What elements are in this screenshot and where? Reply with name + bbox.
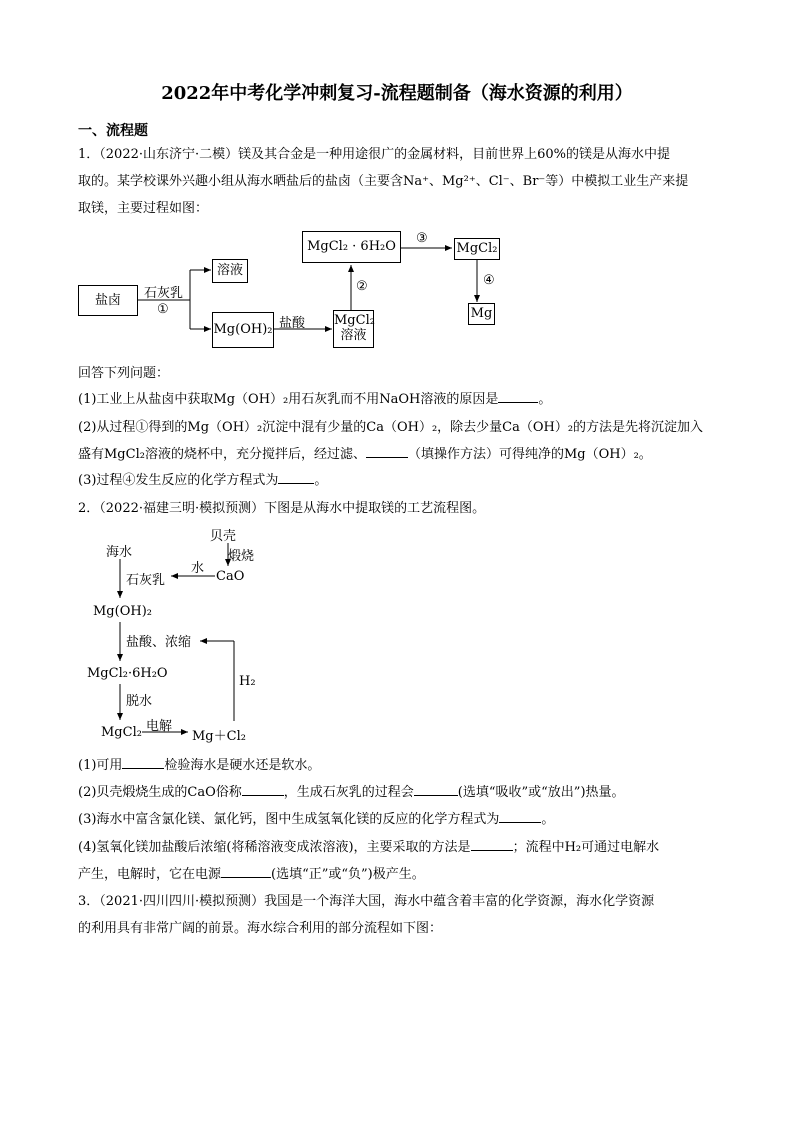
page-title: 2022年中考化学冲刺复习-流程题制备（海水资源的利用） <box>161 83 633 104</box>
seawater-label: 海水 <box>106 545 133 560</box>
answer-blank[interactable] <box>414 783 458 796</box>
q2-part3 <box>78 810 554 830</box>
mgcl2-solution-line2: 溶液 <box>340 328 367 343</box>
q1-stem-line1: 1．（2022·山东济宁·二模）镁及其合金是一种用途很广的金属材料，目前世界上60%的镁是从海水中提 <box>78 147 671 162</box>
q2-part4-text2: 产生，电解时，它在电源 <box>78 867 222 882</box>
mgcl2-box: MgCl₂ <box>454 238 500 260</box>
mg-box: Mg <box>468 303 495 325</box>
mgcl2-label: MgCl₂ <box>101 725 142 740</box>
q3-stem-line1: 3．（2021·四川四川·模拟预测）我国是一个海洋大国，海水中蕴含着丰富的化学资源，海水化学资源 <box>78 894 655 909</box>
q2-stem: 2．（2022·福建三明·模拟预测）下图是从海水中提取镁的工艺流程图。 <box>78 501 486 516</box>
q1-part3-end: 。 <box>314 473 328 488</box>
q2-part1-text: (1)可用 <box>78 758 123 773</box>
q2-part3-text: (3)海水中富含氯化镁、氯化钙，图中生成氢氧化镁的反应的化学方程式为 <box>78 812 500 827</box>
answer-blank[interactable] <box>499 810 541 823</box>
q2-part3-end: 。 <box>541 812 555 827</box>
q2-part1-end: 检验海水是硬水还是软水。 <box>164 758 321 773</box>
mg-hydroxide-label: Mg(OH)₂ <box>93 604 152 619</box>
shell-label: 贝壳 <box>210 529 237 544</box>
cao-label: CaO <box>216 569 245 584</box>
q1-part2-text: 盛有MgCl₂溶液的烧杯中，充分搅拌后，经过滤、 <box>78 447 366 462</box>
q1-stem-line2: 取的。某学校课外兴趣小组从海水晒盐后的盐卤（主要含Na⁺、Mg²⁺、Cl⁻、Br⁻等）中模拟工业生产来提 <box>78 174 689 189</box>
q1-stem-line3: 取镁，主要过程如图： <box>78 201 209 216</box>
q2-part2 <box>78 783 625 803</box>
q1-part1-text: (1)工业上从盐卤中获取Mg（OH）₂用石灰乳而不用NaOH溶液的原因是 <box>78 392 499 407</box>
hydrate-label: MgCl₂·6H₂O <box>87 666 168 681</box>
q2-part2-end: (选填“吸收”或“放出”)热量。 <box>457 785 625 800</box>
q2-part4-mid: ；流程中H₂可通过电解水 <box>512 840 660 855</box>
mg-hydroxide-box: Mg(OH)₂ <box>212 312 274 348</box>
q2-part1 <box>78 756 320 776</box>
step4-label: ④ <box>483 273 495 288</box>
answer-blank[interactable] <box>471 838 513 851</box>
hydrate-box: MgCl₂ · 6H₂O <box>302 231 401 263</box>
solution-box: 溶液 <box>212 259 248 283</box>
calcine-label: 煅烧 <box>228 549 255 564</box>
section-heading: 一、流程题 <box>78 123 148 139</box>
q2-part4-line1 <box>78 838 659 858</box>
hcl-label: 盐酸 <box>279 316 306 331</box>
q1-part3-text: (3)过程④发生反应的化学方程式为 <box>78 473 279 488</box>
q1-part1-end: 。 <box>538 392 552 407</box>
answer-blank[interactable] <box>221 865 271 878</box>
q1-part2-line1: (2)从过程①得到的Mg（OH）₂沉淀中混有少量的Ca（OH）₂，除去少量Ca（OH）₂的方法是先将沉淀加入 <box>78 420 704 435</box>
q2-part4-line2 <box>78 865 425 885</box>
mgcl2-solution-line1: MgCl₂ <box>334 313 375 328</box>
q2-part2-text: (2)贝壳煅烧生成的CaO俗称 <box>78 785 242 800</box>
answer-blank[interactable] <box>122 756 164 769</box>
q1-prompt: 回答下列问题： <box>78 366 170 381</box>
step1-label: ① <box>157 302 169 317</box>
lime-milk-label: 石灰乳 <box>144 286 184 301</box>
lime-milk-label: 石灰乳 <box>126 573 166 588</box>
dehydrate-label: 脱水 <box>126 694 153 709</box>
step2-label: ② <box>356 279 368 294</box>
brine-box: 盐卤 <box>78 285 138 316</box>
hcl-concentrate-label: 盐酸、浓缩 <box>126 635 192 650</box>
h2-label: H₂ <box>239 674 256 689</box>
q3-stem-line2: 的利用具有非常广阔的前景。海水综合利用的部分流程如下图： <box>78 921 443 936</box>
q2-part4-text: (4)氢氧化镁加盐酸后浓缩(将稀溶液变成浓溶液)，主要采取的方法是 <box>78 840 471 855</box>
q2-part4-end: (选填“正”或“负”)极产生。 <box>271 867 425 882</box>
q1-part2-end: （填操作方法）可得纯净的Mg（OH）₂。 <box>407 447 652 462</box>
products-label: Mg＋Cl₂ <box>192 729 246 744</box>
q2-part2-mid: ，生成石灰乳的过程会 <box>283 785 414 800</box>
water-label: 水 <box>191 561 205 576</box>
electrolysis-label: 电解 <box>146 719 173 734</box>
answer-blank[interactable] <box>242 783 284 796</box>
step3-label: ③ <box>416 231 428 246</box>
